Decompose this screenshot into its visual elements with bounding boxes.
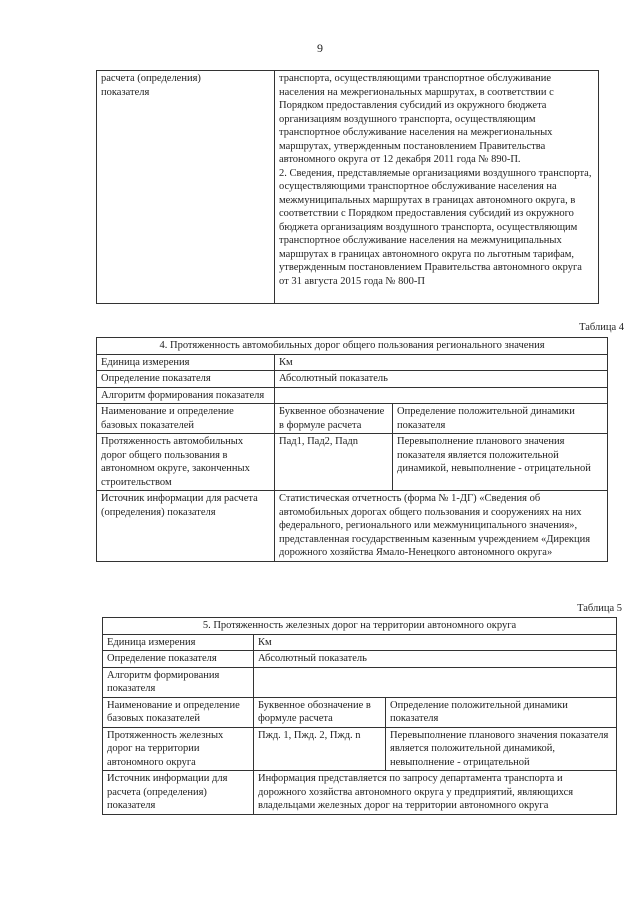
cont-right-text: транспорта, осуществляющими транспортное обслуживание населения на межрегиональных маршрутах, в соответствии с Порядком предоставления субсидий из окружного бюджета организациям воздушного транспорта, осуществляющим транспортное обслуживание населения на межрегиональных маршрутах, утвержденным постановлением Правительства автономного округа от 12 декабря 2011 года № 890-П. 2. Сведения, представляемые организациями воздушного транспорта, осуществляющими транспортное обслуживание населения на межмуниципальных маршрутах в границах автономного округа, в соответствии с Порядком предоставления субсидий из окружного бюджета организациям воздушного транспорта, осуществляющим транспортное обслуживание населения на межмуниципальных маршрутах в границах автономного округа по льготным тарифам, утвержденным постановлением Правительства автономного округа от 31 августа 2015 года № 800-П — [275, 71, 599, 304]
table5-def-value: Абсолютный показатель — [254, 651, 617, 668]
table4-row-name: Протяженность автомобильных дорог общего пользования в автономном округе, законченных строительством — [97, 434, 275, 491]
table4-algo-value — [275, 387, 608, 404]
table4-unit-value: Км — [275, 354, 608, 371]
table4-letter-header: Буквенное обозначение в формуле расчета — [275, 404, 393, 434]
table4-row-dyn: Перевыполнение планового значения показателя является положительной динамикой, невыполнение - отрицательной — [393, 434, 608, 491]
table4-source-label: Источник информации для расчета (определения) показателя — [97, 491, 275, 562]
table4-source-value: Статистическая отчетность (форма № 1-ДГ) «Сведения об автомобильных дорогах общего пользования и сооружениях на них федерального, регионального или межмуниципального значения», представленная государственным казенным учреждением «Дирекция дорожного хозяйства Ямало-Ненецкого автономного округа» — [275, 491, 608, 562]
table4-algo-label: Алгоритм формирования показателя — [97, 387, 275, 404]
table5-row-name: Протяженность железных дорог на территории автономного округа — [103, 727, 254, 771]
table5-unit-value: Км — [254, 634, 617, 651]
table4 — [96, 337, 608, 562]
table5-letter-header: Буквенное обозначение в формуле расчета — [254, 697, 386, 727]
table4-def-label: Определение показателя — [97, 371, 275, 388]
table5-def-label: Определение показателя — [103, 651, 254, 668]
table5-title: 5. Протяженность железных дорог на территории автономного округа — [103, 618, 617, 635]
table4-unit-label: Единица измерения — [97, 354, 275, 371]
table5-unit-label: Единица измерения — [103, 634, 254, 651]
table5-caption: Таблица 5 — [577, 603, 622, 614]
page-number: 9 — [317, 41, 323, 55]
table5-row-dyn: Перевыполнение планового значения показателя является положительной динамикой, невыполнение - отрицательной — [386, 727, 617, 771]
table4-dyn-header: Определение положительной динамики показателя — [393, 404, 608, 434]
table4-row-letters: Пад1, Пад2, Падn — [275, 434, 393, 491]
table5-algo-label: Алгоритм формирования показателя — [103, 667, 254, 697]
table5-dyn-header: Определение положительной динамики показателя — [386, 697, 617, 727]
table5-source-value: Информация представляется по запросу департамента транспорта и дорожного хозяйства автономного округа у предприятий, являющихся владельцами железных дорог на территории автономного округа — [254, 771, 617, 815]
cont-left-label: расчета (определения) показателя — [97, 71, 275, 304]
continuation-table — [96, 70, 599, 304]
table5-base-label: Наименование и определение базовых показателей — [103, 697, 254, 727]
table5-source-label: Источник информации для расчета (определения) показателя — [103, 771, 254, 815]
table4-title: 4. Протяженность автомобильных дорог общего пользования регионального значения — [97, 338, 608, 355]
table4-caption: Таблица 4 — [579, 322, 624, 333]
table4-base-label: Наименование и определение базовых показателей — [97, 404, 275, 434]
table5 — [102, 617, 617, 815]
table4-def-value: Абсолютный показатель — [275, 371, 608, 388]
table5-algo-value — [254, 667, 617, 697]
table5-row-letters: Пжд. 1, Пжд. 2, Пжд. n — [254, 727, 386, 771]
